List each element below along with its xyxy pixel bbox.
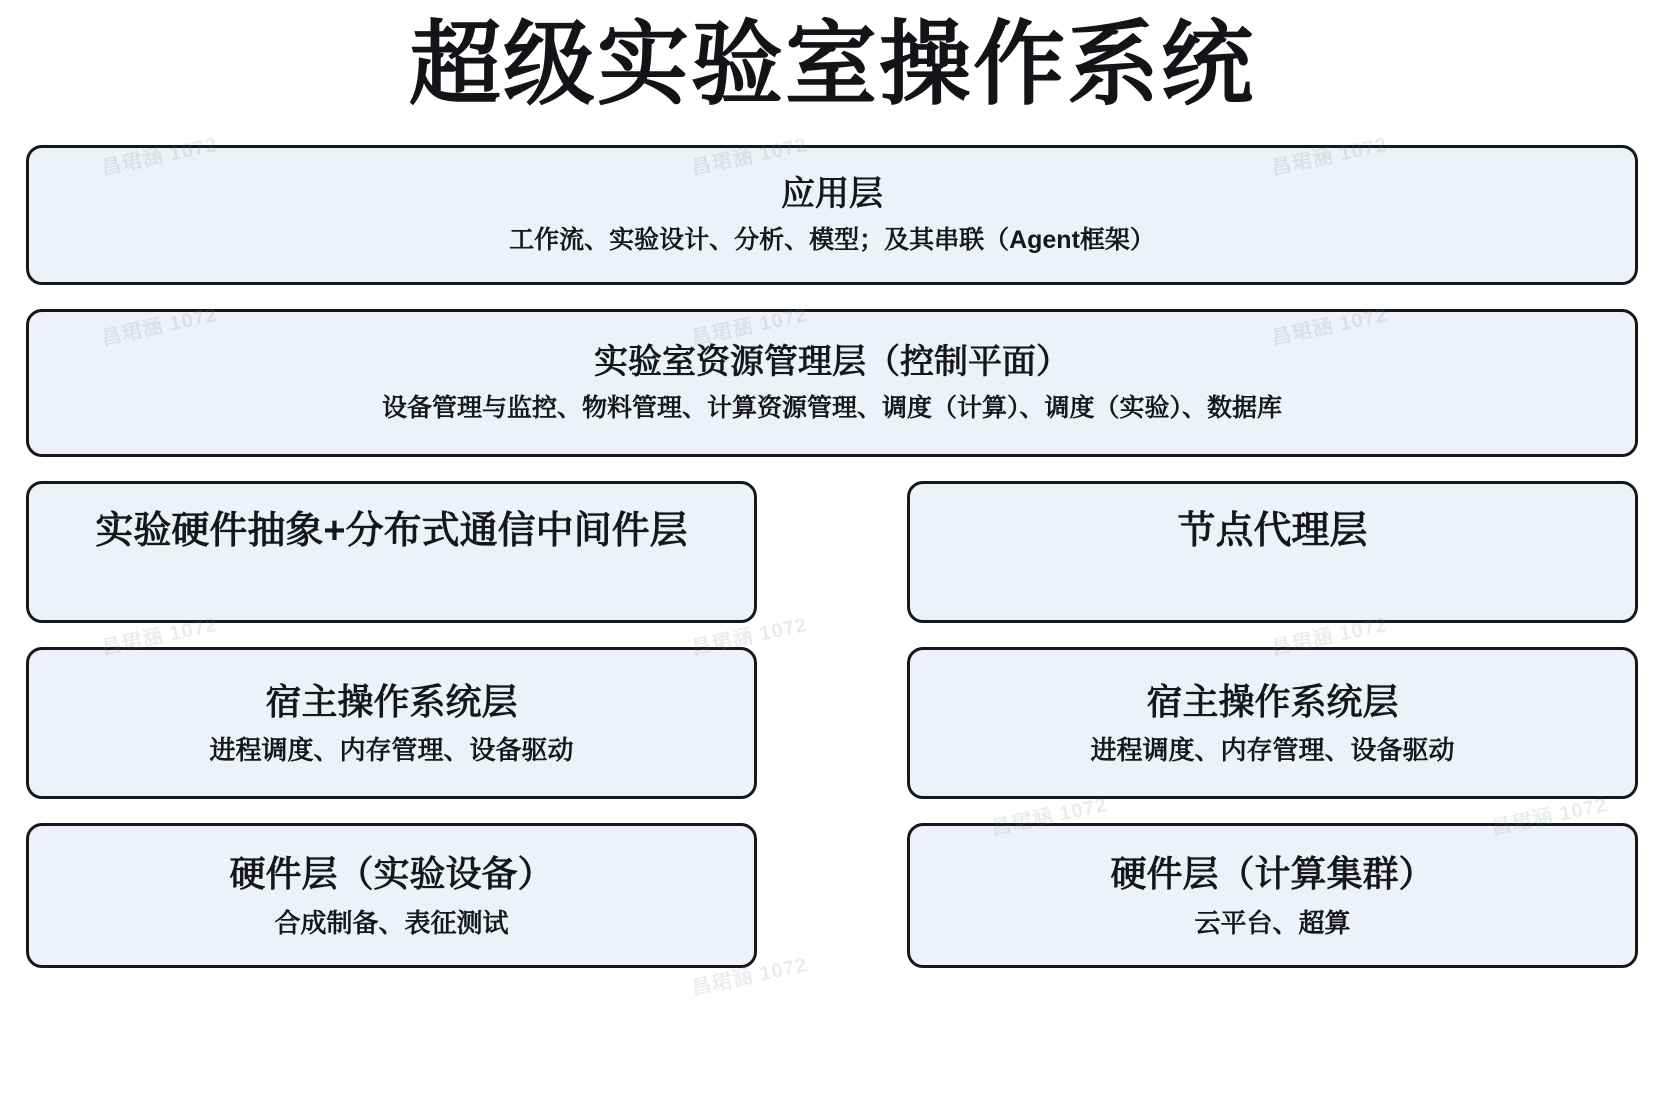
layer-application-title: 应用层 xyxy=(781,174,883,213)
layer-hardware-lab xyxy=(26,823,757,968)
layer-hardware-lab-title: 硬件层（实验设备） xyxy=(229,853,554,894)
layer-hardware-lab-detail: 合成制备、表征测试 xyxy=(274,907,509,938)
layer-resource-management-title: 实验室资源管理层（控制平面） xyxy=(594,342,1070,381)
layer-host-os-right-title: 宿主操作系统层 xyxy=(1146,680,1399,722)
layer-application-detail: 工作流、实验设计、分析、模型；及其串联（Agent框架） xyxy=(509,226,1155,255)
layer-node-agent xyxy=(907,481,1638,623)
layer-resource-management xyxy=(26,309,1638,457)
row-host-os xyxy=(26,647,1638,799)
layer-hardware-abstraction xyxy=(26,481,757,623)
page-title: 超级实验室操作系统 xyxy=(408,14,1255,116)
watermark: 昌珺涵 1072 xyxy=(689,613,810,660)
watermark: 昌珺涵 1072 xyxy=(1489,793,1610,840)
watermark: 昌珺涵 1072 xyxy=(1269,613,1390,660)
layer-host-os-left-detail: 进程调度、内存管理、设备驱动 xyxy=(209,735,574,766)
watermark: 昌珺涵 1072 xyxy=(99,613,220,660)
row-middleware xyxy=(26,481,1638,623)
row-hardware xyxy=(26,823,1638,968)
layer-host-os-right-detail: 进程调度、内存管理、设备驱动 xyxy=(1090,735,1455,766)
layer-application xyxy=(26,145,1638,285)
layer-node-agent-title: 节点代理层 xyxy=(1177,510,1368,552)
layer-stack xyxy=(26,145,1638,968)
layer-host-os-left xyxy=(26,647,757,799)
layer-hardware-compute-title: 硬件层（计算集群） xyxy=(1110,853,1435,894)
layer-hardware-abstraction-title: 实验硬件抽象+分布式通信中间件层 xyxy=(95,510,688,552)
layer-resource-management-detail: 设备管理与监控、物料管理、计算资源管理、调度（计算）、调度（实验）、数据库 xyxy=(381,394,1282,423)
layer-hardware-compute-detail: 云平台、超算 xyxy=(1194,907,1351,938)
layer-hardware-compute xyxy=(907,823,1638,968)
layer-host-os-left-title: 宿主操作系统层 xyxy=(265,680,518,722)
watermark: 昌珺涵 1072 xyxy=(689,953,810,1000)
layer-host-os-right xyxy=(907,647,1638,799)
watermark: 昌珺涵 1072 xyxy=(989,793,1110,840)
